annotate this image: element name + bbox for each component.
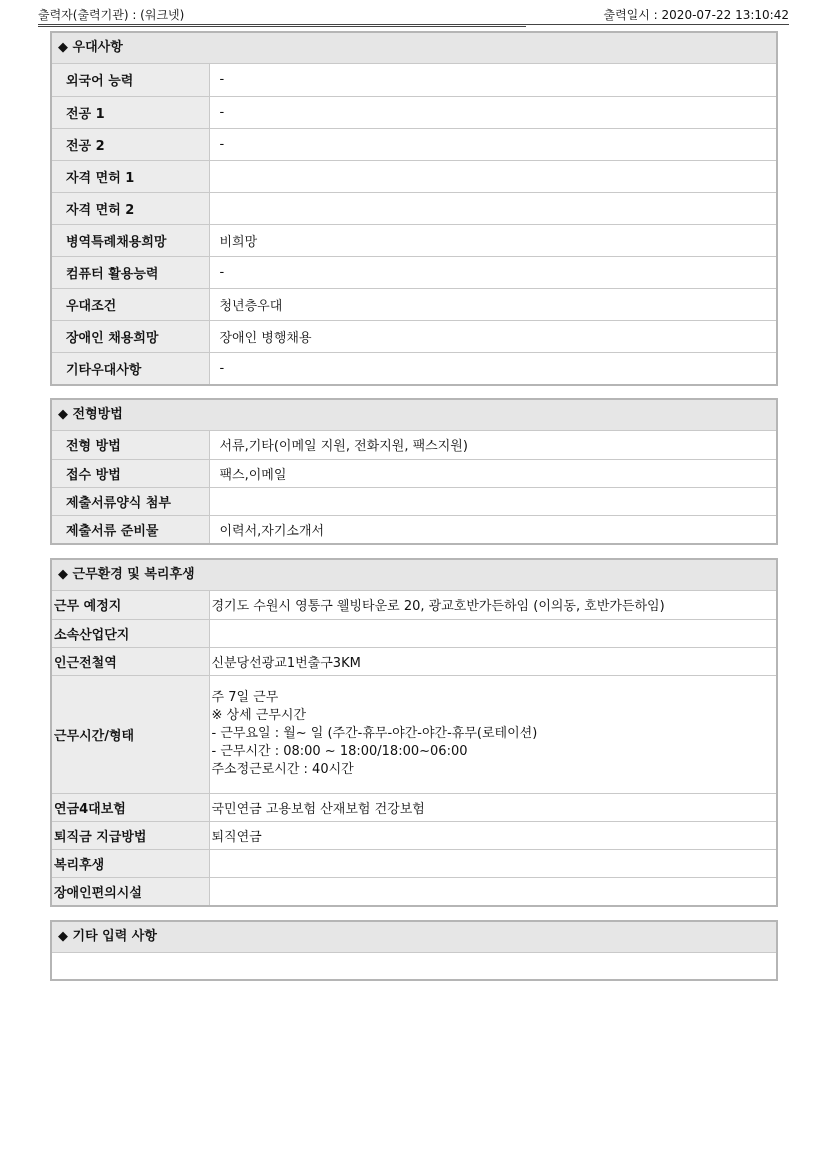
row-value: 서류,기타(이메일 지원, 전화지원, 팩스지원) (209, 431, 776, 459)
section-title: ◆ 근무환경 및 복리후생 (52, 560, 776, 591)
table-row (52, 64, 776, 96)
row-value (209, 675, 776, 793)
row-label: 전공 2 (52, 128, 209, 160)
table-row (52, 224, 776, 256)
section-title: ◆ 전형방법 (52, 400, 776, 431)
table-row (52, 877, 776, 905)
row-label: 전형 방법 (52, 431, 209, 459)
printer-info: 출력자(출력기관) : (워크넷) (38, 8, 185, 22)
section-title: ◆ 우대사항 (52, 33, 776, 64)
table-row (52, 256, 776, 288)
row-label: 장애인 채용희망 (52, 320, 209, 352)
row-label: 자격 면허 2 (52, 192, 209, 224)
selection-section (50, 398, 778, 545)
print-header (38, 6, 789, 24)
row-value: 국민연금 고용보험 산재보험 건강보험 (209, 793, 776, 821)
row-value (209, 619, 776, 647)
row-label: 복리후생 (52, 849, 209, 877)
row-label: 전공 1 (52, 96, 209, 128)
row-label: 근무 예정지 (52, 591, 209, 619)
table-row (52, 431, 776, 459)
row-value (209, 160, 776, 192)
row-value (209, 877, 776, 905)
row-value (209, 192, 776, 224)
row-value: 신분당선광교1번출구3KM (209, 647, 776, 675)
table-row (52, 591, 776, 619)
header-divider-short (38, 26, 526, 27)
environment-table (52, 591, 776, 905)
table-row (52, 793, 776, 821)
table-row (52, 352, 776, 384)
row-label: 접수 방법 (52, 459, 209, 487)
print-datetime: 출력일시 : 2020-07-22 13:10:42 (603, 8, 789, 22)
row-value: 퇴직연금 (209, 821, 776, 849)
table-row (52, 487, 776, 515)
row-value (209, 849, 776, 877)
row-value: - (209, 256, 776, 288)
table-row (52, 459, 776, 487)
row-label: 연금4대보험 (52, 793, 209, 821)
row-label: 소속산업단지 (52, 619, 209, 647)
table-row (52, 515, 776, 543)
row-label: 기타우대사항 (52, 352, 209, 384)
other-section (50, 920, 778, 981)
row-label: 장애인편의시설 (52, 877, 209, 905)
preference-table (52, 64, 776, 384)
table-row (52, 160, 776, 192)
selection-table (52, 431, 776, 543)
row-label: 병역특례채용희망 (52, 224, 209, 256)
table-row (52, 619, 776, 647)
section-title: ◆ 기타 입력 사항 (52, 922, 776, 953)
row-label: 제출서류양식 첨부 (52, 487, 209, 515)
table-row (52, 849, 776, 877)
row-value: - (209, 128, 776, 160)
row-value (209, 487, 776, 515)
value-line: ※ 상세 근무시간 (211, 708, 307, 723)
row-label: 외국어 능력 (52, 64, 209, 96)
value-line: 주 7일 근무 (211, 690, 279, 705)
table-row (52, 821, 776, 849)
row-value: 이력서,자기소개서 (219, 523, 325, 539)
row-value: 장애인 병행채용 (209, 320, 776, 352)
table-row (52, 96, 776, 128)
row-value: 팩스,이메일 (209, 459, 776, 487)
table-row (52, 320, 776, 352)
row-value: 비희망 (209, 224, 776, 256)
table-row (52, 647, 776, 675)
table-row (52, 192, 776, 224)
row-value: - (209, 96, 776, 128)
preference-section (50, 31, 778, 386)
row-label: 제출서류 준비물 (52, 515, 209, 543)
value-line: - 근무시간 : 08:00 ~ 18:00/18:00~06:00 (211, 744, 468, 759)
row-value: 청년층우대 (209, 288, 776, 320)
row-label: 자격 면허 1 (52, 160, 209, 192)
row-value: - (209, 64, 776, 96)
row-label: 인근전철역 (52, 647, 209, 675)
row-label: 근무시간/형태 (52, 675, 209, 793)
environment-section (50, 558, 778, 907)
row-value: - (219, 360, 225, 376)
header-divider (38, 24, 789, 25)
table-row (52, 288, 776, 320)
row-label: 퇴직금 지급방법 (52, 821, 209, 849)
row-label: 컴퓨터 활용능력 (52, 256, 209, 288)
value-line: 주소정근로시간 : 40시간 (211, 762, 354, 777)
table-row (52, 675, 776, 793)
other-content (52, 953, 776, 979)
table-row (52, 128, 776, 160)
row-label: 우대조건 (52, 288, 209, 320)
value-line: - 근무요일 : 월~ 일 (주간-휴무-야간-야간-휴무(로테이션) (211, 726, 538, 741)
row-value: 경기도 수원시 영통구 웰빙타운로 20, 광교호반가든하임 (이의동, 호반가든하임) (209, 591, 776, 619)
